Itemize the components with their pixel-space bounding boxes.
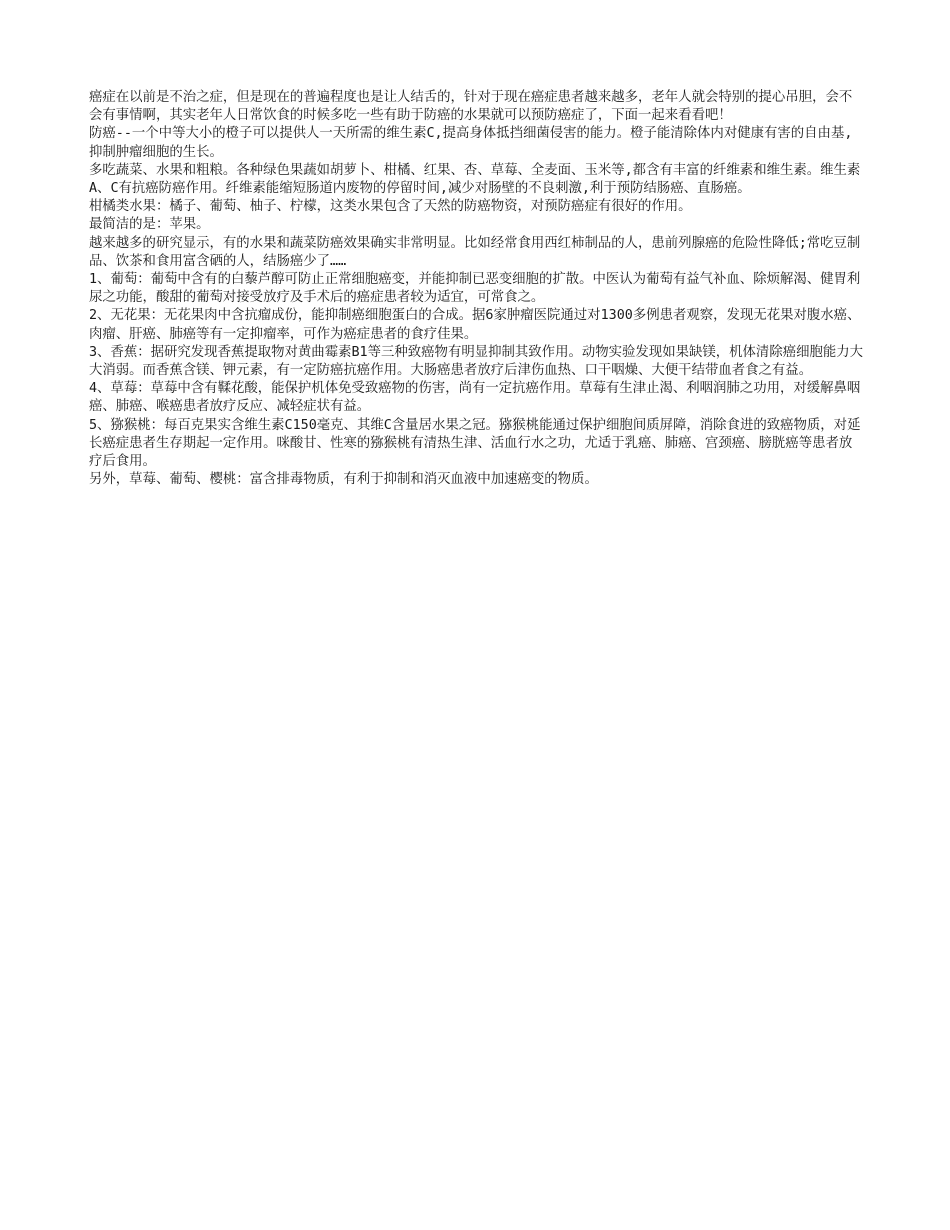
paragraph-citrus: 柑橘类水果：橘子、葡萄、柚子、柠檬，这类水果包含了天然的防癌物资，对预防癌症有很好的作用。 xyxy=(89,199,692,215)
paragraph-vegetables: 多吃蔬菜、水果和粗粮。各种绿色果蔬如胡萝卜、柑橘、红果、杏、草莓、全麦面、玉米等,都含有丰富的纤维素和维生素。维生素A、C有抗癌防癌作用。纤维素能缩短肠道内废物的停留时间,减少对肠壁的不良刺激,利于预防结肠癌、直肠癌。 xyxy=(89,162,861,197)
paragraph-others: 另外，草莓、葡萄、樱桃：富含排毒物质，有利于抑制和消灭血液中加速癌变的物质。 xyxy=(89,472,598,488)
paragraph-research: 越来越多的研究显示，有的水果和蔬菜防癌效果确实非常明显。比如经常食用西红柿制品的人，患前列腺癌的危险性降低;常吃豆制品、饮茶和食用富含硒的人，结肠癌少了…… xyxy=(89,235,861,269)
paragraph-grape: 1、葡萄：葡萄中含有的白藜芦醇可防止正常细胞癌变，并能抑制已恶变细胞的扩散。中医认为葡萄有益气补血、除烦解渴、健胃利尿之功能，酸甜的葡萄对接受放疗及手术后的癌症患者较为适宜，可常食之。 xyxy=(89,272,861,306)
paragraph-fig: 2、无花果：无花果肉中含抗瘤成份，能抑制癌细胞蛋白的合成。据6家肿瘤医院通过对1300多例患者观察，发现无花果对腹水癌、肉瘤、肝癌、肺癌等有一定抑瘤率，可作为癌症患者的食疗佳果。 xyxy=(89,308,861,342)
paragraph-strawberry: 4、草莓：草莓中含有鞣花酸，能保护机体免受致癌物的伤害，尚有一定抗癌作用。草莓有生津止渴、利咽润肺之功用，对缓解鼻咽癌、肺癌、喉癌患者放疗反应、减轻症状有益。 xyxy=(89,381,861,415)
paragraph-banana: 3、香蕉：据研究发现香蕉提取物对黄曲霉素B1等三种致癌物有明显抑制其致作用。动物实验发现如果缺镁，机体清除癌细胞能力大大消弱。而香蕉含镁、钾元素，有一定防癌抗癌作用。大肠癌患者放疗后津伤血热、口干咽燥、大便干结带血者食之有益。 xyxy=(89,344,864,379)
paragraph-orange: 防癌--一个中等大小的橙子可以提供人一天所需的维生素C,提高身体抵挡细菌侵害的能力。橙子能清除体内对健康有害的自由基,抑制肿瘤细胞的生长。 xyxy=(89,126,853,160)
paragraph-intro: 癌症在以前是不治之症，但是现在的普遍程度也是让人结舌的，针对于现在癌症患者越来越多，老年人就会特别的提心吊胆，会不会有事情啊，其实老年人日常饮食的时候多吃一些有助于防癌的水果就可以预防癌症了，下面一起来看看吧！ xyxy=(89,90,853,124)
document-body xyxy=(89,89,864,489)
paragraph-apple: 最简洁的是：苹果。 xyxy=(89,217,210,233)
paragraph-kiwi: 5、猕猴桃：每百克果实含维生素C150毫克、其维C含量居水果之冠。猕猴桃能通过保护细胞间质屏障，消除食进的致癌物质，对延长癌症患者生存期起一定作用。咪酸甘、性寒的猕猴桃有清热生津、活血行水之功，尤适于乳癌、肺癌、宫颈癌、膀胱癌等患者放疗后食用。 xyxy=(89,417,861,470)
